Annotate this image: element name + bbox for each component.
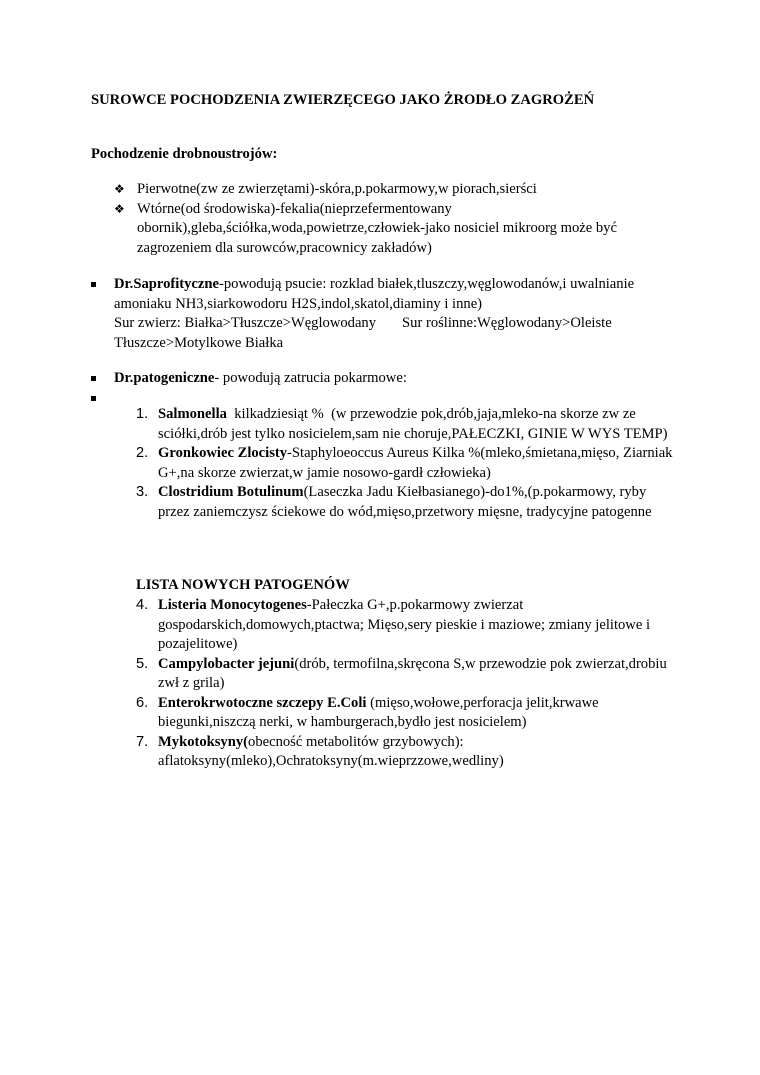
list-item	[114, 180, 674, 200]
new-pathogens-header: LISTA NOWYCH PATOGENÓW	[136, 577, 350, 593]
list-number: 1.	[136, 406, 149, 422]
pathogen-name: Gronkowiec Zlocisty	[158, 445, 288, 461]
list-item	[134, 405, 679, 444]
document-title: SUROWCE POCHODZENIA ZWIERZĘCEGO JAKO ŻRODŁO ZAGROŻEŃ	[91, 92, 595, 108]
list-item	[114, 200, 674, 259]
pathogen-desc: kilkadziesiąt % (w przewodzie pok,drób,jaja,mleko-na skorze zw ze sciółki,drób jest tylko nosicielem,sam nie choruje,PAŁECZKI, GINIE W WYS TEMP)	[158, 406, 668, 442]
square-bullet-icon	[91, 282, 96, 287]
list-number: 2.	[136, 445, 149, 461]
list-item	[91, 369, 681, 389]
saprofityczne-text: -powodują psucie: rozklad białek,tluszczy,węglowodanów,i uwalnianie amoniaku NH3,siarkowodoru H2S,indol,skatol,diaminy i inne)	[114, 276, 635, 312]
patogeniczne-section	[91, 369, 681, 408]
square-bullet-icon	[91, 376, 96, 381]
origin-item-text: Pierwotne(zw ze zwierzętami)-skóra,p.pokarmowy,w piorach,sierści	[137, 181, 537, 197]
pathogen-desc: (Laseczka Jadu Kiełbasianego)-do1%,(p.pokarmowy, ryby przez zaniemczysz ściekowe do wód,mięso,przetwory mięsne, tradycyjne patogenne	[158, 484, 652, 520]
pathogen-desc: (mięso,wołowe,perforacja jelit,krwawe biegunki,niszczą nerki, w hamburgerach,bydło jest nosicielem)	[158, 694, 599, 730]
patogeniczne-text: - powodują zatrucia pokarmowe:	[214, 370, 407, 386]
patogeniczne-label: Dr.patogeniczne	[114, 370, 215, 386]
pathogen-name: Mykotoksyny(	[158, 733, 249, 750]
pathogen-desc: (drób, termofilna,skręcona S,w przewodzie pok zwierzat,drobiu zwł z grila)	[158, 655, 667, 691]
list-number: 7.	[136, 733, 149, 750]
list-item	[134, 483, 679, 522]
section-subtitle: Pochodzenie drobnoustrojów:	[91, 146, 278, 162]
pathogen-name: Listeria Monocytogenes	[158, 597, 307, 613]
origin-item-text: Wtórne(od środowiska)-fekalia(nieprzefermentowany obornik),gleba,ściółka,woda,powietrze,człowiek-jako nosiciel mikroorg może być zagrozeniem dla surowców,pracownicy zakładów)	[137, 200, 617, 256]
saprofityczne-plant-order: Sur roślinne:Węglowodany>Oleiste Tłuszcze>Motylkowe Białka	[114, 315, 612, 351]
diamond-bullet-icon: ❖	[114, 201, 125, 216]
list-item	[134, 444, 679, 483]
square-bullet-icon	[91, 396, 96, 401]
saprofityczne-label: Dr.Saprofityczne	[114, 276, 219, 292]
pathogen-name: Campylobacter jejuni	[158, 655, 295, 672]
list-number: 3.	[136, 484, 149, 500]
list-number: 5.	[136, 655, 149, 672]
pathogen-list	[134, 405, 679, 522]
diamond-bullet-icon: ❖	[114, 182, 125, 196]
list-item	[134, 596, 679, 655]
pathogen-name: Salmonella	[158, 406, 227, 422]
list-item	[91, 275, 681, 353]
pathogen-name: Enterokrwotoczne szczepy E.Coli	[158, 694, 367, 711]
saprofityczne-section	[91, 275, 681, 353]
list-item	[134, 733, 679, 772]
list-number: 4.	[136, 597, 149, 613]
list-number: 6.	[136, 694, 149, 711]
pathogen-name: Clostridium Botulinum	[158, 484, 304, 500]
list-item	[134, 655, 679, 694]
new-pathogen-list	[134, 596, 679, 772]
list-item	[134, 694, 679, 733]
pathogen-desc: -Pałeczka G+,p.pokarmowy zwierzat gospodarskich,domowych,ptactwa; Mięso,sery pieskie i maziowe; zmiany jelitowe i pozajelitowe)	[158, 597, 651, 652]
pathogen-desc: obecność metabolitów grzybowych): aflatoksyny(mleko),Ochratoksyny(m.wieprzzowe,wedliny)	[158, 733, 504, 769]
origin-list	[114, 180, 674, 258]
saprofityczne-animal-order: Sur zwierz: Białka>Tłuszcze>Węglowodany	[114, 315, 377, 331]
pathogen-desc: -Staphyloeoccus Aureus Kilka %(mleko,śmietana,mięso, Ziarniak G+,na skorze zwierzat,w jamie nosowo-gardł człowieka)	[158, 445, 673, 481]
